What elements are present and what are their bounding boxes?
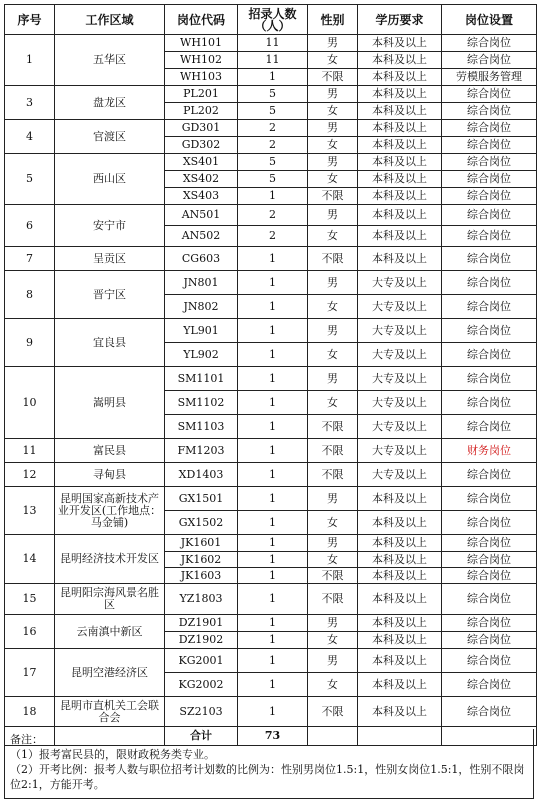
work-region: 嵩明县 [55, 367, 165, 439]
gender: 女 [308, 391, 358, 415]
position-code: SM1103 [165, 415, 238, 439]
education: 本科及以上 [358, 205, 442, 226]
position-code: JN802 [165, 295, 238, 319]
education: 本科及以上 [358, 568, 442, 584]
post-type: 综合岗位 [442, 584, 537, 615]
row-number: 10 [5, 367, 55, 439]
post-type: 综合岗位 [442, 552, 537, 568]
row-number: 17 [5, 649, 55, 697]
position-code: KG2002 [165, 673, 238, 697]
recruit-count: 1 [238, 673, 308, 697]
gender: 女 [308, 511, 358, 535]
gender: 不限 [308, 463, 358, 487]
table-row [5, 120, 537, 137]
education: 大专及以上 [358, 391, 442, 415]
position-code: SM1101 [165, 367, 238, 391]
table-row [5, 367, 537, 391]
work-region: 盘龙区 [55, 86, 165, 120]
position-code: PL202 [165, 103, 238, 120]
gender: 男 [308, 120, 358, 137]
education: 本科及以上 [358, 673, 442, 697]
position-code: YL902 [165, 343, 238, 367]
education: 本科及以上 [358, 487, 442, 511]
gender: 不限 [308, 415, 358, 439]
recruit-count: 1 [238, 319, 308, 343]
post-type: 综合岗位 [442, 205, 537, 226]
row-number: 4 [5, 120, 55, 154]
recruit-count: 1 [238, 247, 308, 271]
gender: 不限 [308, 568, 358, 584]
row-number: 8 [5, 271, 55, 319]
work-region: 昆明空港经济区 [55, 649, 165, 697]
recruit-count: 1 [238, 649, 308, 673]
gender: 男 [308, 205, 358, 226]
recruit-count: 5 [238, 103, 308, 120]
gender: 不限 [308, 439, 358, 463]
education: 本科及以上 [358, 52, 442, 69]
gender: 男 [308, 154, 358, 171]
recruit-count: 1 [238, 632, 308, 649]
table-row [5, 154, 537, 171]
row-number: 12 [5, 463, 55, 487]
recruit-count: 1 [238, 584, 308, 615]
education: 本科及以上 [358, 188, 442, 205]
positions-table [4, 4, 537, 746]
recruit-count: 1 [238, 343, 308, 367]
row-number: 11 [5, 439, 55, 463]
table-row [5, 35, 537, 52]
work-region: 云南滇中新区 [55, 615, 165, 649]
recruit-count: 1 [238, 615, 308, 632]
position-code: SZ2103 [165, 697, 238, 727]
position-code: PL201 [165, 86, 238, 103]
header-row [5, 5, 537, 35]
position-code: XS402 [165, 171, 238, 188]
work-region: 昆明国家高新技术产业开发区(工作地点：马金铺) [55, 487, 165, 535]
gender: 不限 [308, 697, 358, 727]
position-code: XS403 [165, 188, 238, 205]
row-number: 6 [5, 205, 55, 247]
table-row [5, 205, 537, 226]
gender: 不限 [308, 69, 358, 86]
work-region: 五华区 [55, 35, 165, 86]
position-code: GD302 [165, 137, 238, 154]
gender: 男 [308, 535, 358, 552]
education: 本科及以上 [358, 511, 442, 535]
education: 本科及以上 [358, 103, 442, 120]
post-type: 综合岗位 [442, 188, 537, 205]
post-type: 综合岗位 [442, 511, 537, 535]
post-type: 综合岗位 [442, 391, 537, 415]
post-type: 综合岗位 [442, 615, 537, 632]
education: 本科及以上 [358, 649, 442, 673]
position-code: SM1102 [165, 391, 238, 415]
education: 本科及以上 [358, 632, 442, 649]
notes-box [4, 729, 534, 799]
row-number: 7 [5, 247, 55, 271]
row-number: 18 [5, 697, 55, 727]
row-number: 5 [5, 154, 55, 205]
work-region: 昆明市直机关工会联合会 [55, 697, 165, 727]
table-row [5, 535, 537, 552]
education: 本科及以上 [358, 35, 442, 52]
gender: 男 [308, 35, 358, 52]
recruit-count: 2 [238, 137, 308, 154]
recruit-count: 11 [238, 35, 308, 52]
education: 本科及以上 [358, 154, 442, 171]
work-region: 官渡区 [55, 120, 165, 154]
gender: 男 [308, 649, 358, 673]
work-region: 安宁市 [55, 205, 165, 247]
gender: 女 [308, 673, 358, 697]
post-type: 综合岗位 [442, 343, 537, 367]
post-type: 综合岗位 [442, 319, 537, 343]
position-code: WH103 [165, 69, 238, 86]
table-row [5, 649, 537, 673]
post-type: 综合岗位 [442, 632, 537, 649]
post-type: 综合岗位 [442, 226, 537, 247]
work-region: 西山区 [55, 154, 165, 205]
post-type: 综合岗位 [442, 673, 537, 697]
position-code: DZ1901 [165, 615, 238, 632]
work-region: 昆明经济技术开发区 [55, 535, 165, 584]
position-code: JN801 [165, 271, 238, 295]
education: 本科及以上 [358, 86, 442, 103]
gender: 女 [308, 137, 358, 154]
gender: 男 [308, 615, 358, 632]
position-code: JK1601 [165, 535, 238, 552]
education: 大专及以上 [358, 415, 442, 439]
position-code: CG603 [165, 247, 238, 271]
position-code: YZ1803 [165, 584, 238, 615]
position-code: WH101 [165, 35, 238, 52]
position-code: KG2001 [165, 649, 238, 673]
table-row [5, 439, 537, 463]
post-type: 综合岗位 [442, 697, 537, 727]
table-row [5, 584, 537, 615]
gender: 女 [308, 343, 358, 367]
education: 大专及以上 [358, 439, 442, 463]
header-no: 序号 [5, 5, 55, 35]
post-type: 综合岗位 [442, 137, 537, 154]
gender: 不限 [308, 188, 358, 205]
row-number: 1 [5, 35, 55, 86]
post-type: 综合岗位 [442, 487, 537, 511]
post-type: 综合岗位 [442, 568, 537, 584]
recruit-count: 1 [238, 439, 308, 463]
position-code: YL901 [165, 319, 238, 343]
post-type: 综合岗位 [442, 154, 537, 171]
post-type: 劳模服务管理 [442, 69, 537, 86]
education: 本科及以上 [358, 584, 442, 615]
gender: 女 [308, 552, 358, 568]
recruit-count: 1 [238, 391, 308, 415]
post-type: 综合岗位 [442, 535, 537, 552]
education: 本科及以上 [358, 615, 442, 632]
gender: 女 [308, 52, 358, 69]
education: 大专及以上 [358, 271, 442, 295]
education: 大专及以上 [358, 463, 442, 487]
recruit-count: 1 [238, 188, 308, 205]
education: 大专及以上 [358, 295, 442, 319]
work-region: 宜良县 [55, 319, 165, 367]
position-code: XS401 [165, 154, 238, 171]
table-row [5, 487, 537, 511]
education: 本科及以上 [358, 69, 442, 86]
position-code: GD301 [165, 120, 238, 137]
recruit-count: 1 [238, 511, 308, 535]
notes-title: 备注： [10, 733, 43, 746]
recruit-count: 1 [238, 487, 308, 511]
post-type: 综合岗位 [442, 52, 537, 69]
position-code: JK1602 [165, 552, 238, 568]
row-number: 14 [5, 535, 55, 584]
note-2: （2）开考比例：报考人数与职位招考计划数的比例为：性别男岗位1.5:1，性别女岗位1.5:1，性别不限岗位2:1，方能开考。 [10, 763, 525, 791]
position-code: JK1603 [165, 568, 238, 584]
recruit-count: 2 [238, 226, 308, 247]
post-type: 综合岗位 [442, 120, 537, 137]
row-number: 16 [5, 615, 55, 649]
gender: 女 [308, 171, 358, 188]
total-count: 73 [238, 727, 308, 746]
recruit-count: 1 [238, 367, 308, 391]
recruit-count: 1 [238, 271, 308, 295]
education: 本科及以上 [358, 120, 442, 137]
table-row [5, 615, 537, 632]
recruit-count: 1 [238, 568, 308, 584]
education: 本科及以上 [358, 697, 442, 727]
header-region: 工作区域 [55, 5, 165, 35]
recruit-count: 1 [238, 463, 308, 487]
gender: 男 [308, 487, 358, 511]
row-number: 9 [5, 319, 55, 367]
header-post: 岗位设置 [442, 5, 537, 35]
post-type: 综合岗位 [442, 35, 537, 52]
recruit-count: 5 [238, 171, 308, 188]
position-code: XD1403 [165, 463, 238, 487]
work-region: 晋宁区 [55, 271, 165, 319]
education: 大专及以上 [358, 367, 442, 391]
recruit-count: 2 [238, 120, 308, 137]
work-region: 昆明阳宗海风景名胜区 [55, 584, 165, 615]
education: 大专及以上 [358, 319, 442, 343]
recruit-count: 1 [238, 535, 308, 552]
recruit-count: 5 [238, 154, 308, 171]
gender: 女 [308, 226, 358, 247]
recruit-count: 11 [238, 52, 308, 69]
recruit-count: 5 [238, 86, 308, 103]
gender: 男 [308, 271, 358, 295]
position-code: AN501 [165, 205, 238, 226]
work-region: 寻甸县 [55, 463, 165, 487]
header-code: 岗位代码 [165, 5, 238, 35]
recruit-count: 1 [238, 69, 308, 86]
row-number: 3 [5, 86, 55, 120]
position-code: AN502 [165, 226, 238, 247]
education: 大专及以上 [358, 343, 442, 367]
position-code: GX1501 [165, 487, 238, 511]
post-type: 综合岗位 [442, 295, 537, 319]
work-region: 富民县 [55, 439, 165, 463]
gender: 男 [308, 367, 358, 391]
position-code: FM1203 [165, 439, 238, 463]
gender: 不限 [308, 247, 358, 271]
recruit-count: 1 [238, 697, 308, 727]
post-type: 综合岗位 [442, 171, 537, 188]
position-code: DZ1902 [165, 632, 238, 649]
table-row [5, 247, 537, 271]
header-gender: 性别 [308, 5, 358, 35]
table-row [5, 697, 537, 727]
recruit-count: 1 [238, 415, 308, 439]
post-type: 综合岗位 [442, 463, 537, 487]
post-type: 综合岗位 [442, 86, 537, 103]
post-type: 财务岗位 [442, 439, 537, 463]
recruit-count: 2 [238, 205, 308, 226]
gender: 男 [308, 319, 358, 343]
position-code: GX1502 [165, 511, 238, 535]
work-region: 呈贡区 [55, 247, 165, 271]
table-body [5, 35, 537, 727]
gender: 女 [308, 295, 358, 319]
gender: 男 [308, 86, 358, 103]
post-type: 综合岗位 [442, 271, 537, 295]
header-education: 学历要求 [358, 5, 442, 35]
row-number: 15 [5, 584, 55, 615]
header-count: 招录人数（人） [238, 5, 308, 35]
table-row [5, 86, 537, 103]
gender: 女 [308, 632, 358, 649]
post-type: 综合岗位 [442, 415, 537, 439]
table-row [5, 319, 537, 343]
education: 本科及以上 [358, 226, 442, 247]
education: 本科及以上 [358, 171, 442, 188]
post-type: 综合岗位 [442, 103, 537, 120]
table-row [5, 271, 537, 295]
gender: 不限 [308, 584, 358, 615]
post-type: 综合岗位 [442, 367, 537, 391]
gender: 女 [308, 103, 358, 120]
recruit-count: 1 [238, 295, 308, 319]
position-code: WH102 [165, 52, 238, 69]
post-type: 综合岗位 [442, 649, 537, 673]
education: 本科及以上 [358, 552, 442, 568]
education: 本科及以上 [358, 137, 442, 154]
education: 本科及以上 [358, 535, 442, 552]
recruit-count: 1 [238, 552, 308, 568]
education: 本科及以上 [358, 247, 442, 271]
table-row [5, 463, 537, 487]
post-type: 综合岗位 [442, 247, 537, 271]
note-1: （1）报考富民县的，限财政税务类专业。 [10, 748, 215, 761]
row-number: 13 [5, 487, 55, 535]
total-label: 合计 [165, 727, 238, 746]
